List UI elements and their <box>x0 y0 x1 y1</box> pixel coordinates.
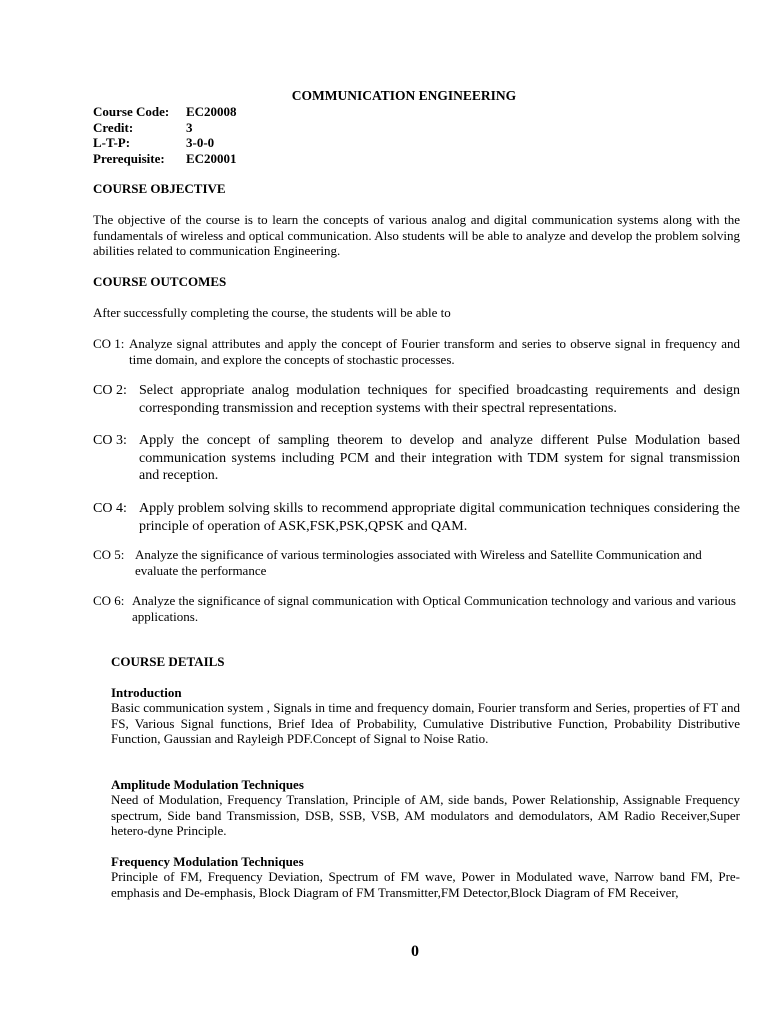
outcome-label: CO 5: <box>93 547 125 562</box>
outcome-text: Select appropriate analog modulation techniques for specified broadcasting requirements and design corresponding transmission and reception systems with their spectral representations. <box>139 383 740 416</box>
outcome-label: CO 3: <box>93 433 127 448</box>
outcome-item-co3 <box>93 432 740 485</box>
outcome-label: CO 4: <box>93 501 127 516</box>
outcome-item-co6 <box>93 593 740 624</box>
meta-value: EC20008 <box>186 104 237 119</box>
section-body-introduction: Basic communication system , Signals in time and frequency domain, Fourier transform and Series, properties of FT and FS, Various Signal functions, Brief Idea of Probability, Cumulative Distributive Function, Probability Distributive Function, Gaussian and Rayleigh PDF.Concept of Signal to Noise Ratio. <box>111 700 740 746</box>
outcome-label: CO 6: <box>93 593 125 608</box>
meta-value: 3-0-0 <box>186 135 215 150</box>
meta-row-ltp <box>93 135 237 151</box>
outcomes-heading: COURSE OUTCOMES <box>93 274 227 289</box>
details-heading: COURSE DETAILS <box>111 654 225 669</box>
outcome-text: Analyze the significance of signal communication with Optical Communication technology and various and various applications. <box>132 593 736 624</box>
outcome-item-co4 <box>93 500 740 535</box>
meta-value: 3 <box>186 119 193 135</box>
meta-label: L-T-P: <box>93 135 131 150</box>
outcomes-intro: After successfully completing the course, the students will be able to <box>93 305 451 320</box>
meta-row-course-code <box>93 104 237 120</box>
objective-text: The objective of the course is to learn the concepts of various analog and digital communication systems along with the fundamentals of wireless and optical communication. Also students will be able to analyze and develop the problem solving abilities related to communication Engineering. <box>93 212 740 258</box>
section-body-amplitude-modulation: Need of Modulation, Frequency Translation, Principle of AM, side bands, Power Relationship, Assignable Frequency spectrum, Side band Transmission, DSB, SSB, VSB, AM modulators and demodulators, AM Radio Receiver,Super hetero-dyne Principle. <box>111 792 740 838</box>
meta-row-credit <box>93 120 237 136</box>
course-meta <box>93 104 237 166</box>
page-title: COMMUNICATION ENGINEERING <box>291 88 517 103</box>
meta-label: Prerequisite: <box>93 150 165 166</box>
outcome-text: Analyze signal attributes and apply the concept of Fourier transform and series to observe signal in frequency and time domain, and explore the concepts of stochastic processes. <box>129 336 740 367</box>
section-title-introduction: Introduction <box>111 685 182 700</box>
meta-label: Credit: <box>93 119 134 135</box>
outcome-text: Analyze the significance of various terminologies associated with Wireless and Satellite Communication and evaluate the performance <box>135 547 702 578</box>
outcome-text: Apply the concept of sampling theorem to develop and analyze different Pulse Modulation based communication systems including PCM and their integration with TDM system for signal transmission and reception. <box>139 433 740 483</box>
outcome-item-co1 <box>93 336 740 367</box>
section-title-frequency-modulation: Frequency Modulation Techniques <box>111 854 304 869</box>
meta-value: EC20001 <box>186 150 237 166</box>
meta-row-prerequisite <box>93 151 237 167</box>
section-title-amplitude-modulation: Amplitude Modulation Techniques <box>111 777 304 792</box>
objective-heading: COURSE OBJECTIVE <box>93 181 226 196</box>
outcome-label: CO 2: <box>93 383 127 398</box>
meta-label: Course Code: <box>93 104 170 119</box>
page-number: 0 <box>411 943 419 960</box>
outcome-item-co5 <box>93 547 740 578</box>
section-body-frequency-modulation: Principle of FM, Frequency Deviation, Spectrum of FM wave, Power in Modulated wave, Narrow band FM, Pre-emphasis and De-emphasis, Block Diagram of FM Transmitter,FM Detector,Block Diagram of FM Receiver, <box>111 869 740 900</box>
outcome-item-co2 <box>93 382 740 417</box>
outcome-text: Apply problem solving skills to recommend appropriate digital communication techniques considering the principle of operation of ASK,FSK,PSK,QPSK and QAM. <box>139 501 740 534</box>
outcome-label: CO 1: <box>93 336 125 351</box>
